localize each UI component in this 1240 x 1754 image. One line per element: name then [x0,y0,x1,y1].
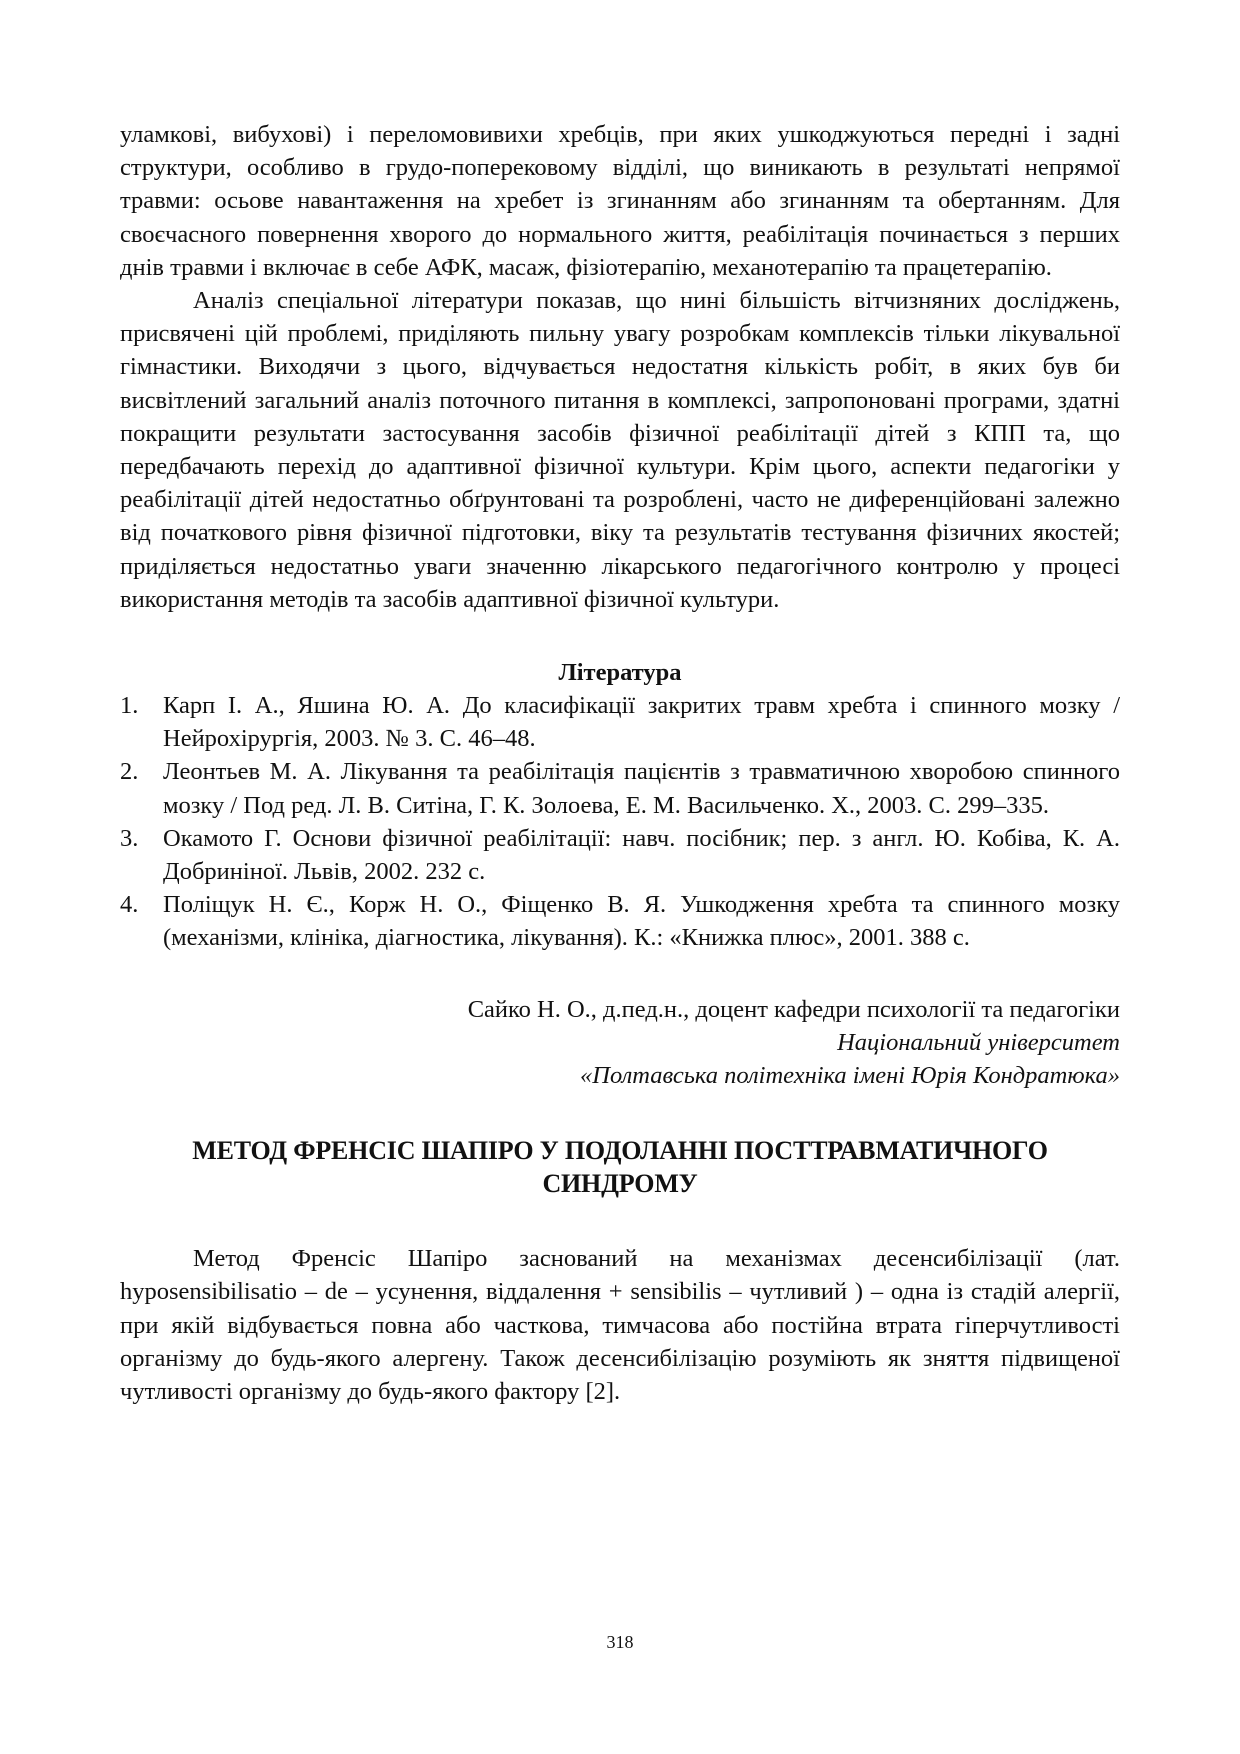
literature-heading: Література [558,659,682,687]
reference-text: Леонтьев М. А. Лікування та реабілітація пацієнтів з травматичною хворобою спинного мозку / Под ред. Л. В. Ситіна, Г. К. Золоева, Е. М. Васильченко. Х., 2003. С. 299–335. [163,758,1120,819]
reference-item [120,822,1120,888]
reference-number: 4. [120,891,139,919]
body-paragraph-literature-analysis: Аналіз спеціальної літератури показав, що нині більшість вітчизняних досліджень, присвячені цій проблемі, приділяють пильну увагу розробкам комплексів тільки лікувальної гімнастики. Виходячи з цього, відчувається недостатня кількість робіт, в яких був би висвітлений загальний аналіз поточного питання в комплексі, запропоновані програми, здатні покращити результати застосування засобів фізичної реабілітації дітей з КПП та, що передбачають перехід до адаптивної фізичної культури. Крім цього, аспекти педагогіки у реабілітації дітей недостатньо обґрунтовані та розроблені, часто не диференційовані залежно від початкового рівня фізичної підготовки, віку та результатів тестування фізичних якостей; приділяється недостатньо уваги значенню лікарського педагогічного контролю у процесі використання методів та засобів адаптивної фізичної культури. [120,287,1120,613]
reference-item [120,689,1120,755]
reference-number: 2. [120,758,139,786]
reference-text: Окамото Г. Основи фізичної реабілітації: навч. посібник; пер. з англ. Ю. Кобіва, К. А. Добриніної. Львів, 2002. 232 с. [163,824,1120,886]
reference-text: Карп І. А., Яшина Ю. А. До класифікації закритих травм хребта і спинного мозку / Нейрохірургія, 2003. № 3. С. 46–48. [163,692,1120,753]
reference-text: Поліщук Н. Є., Корж Н. О., Фіщенко В. Я. Ушкодження хребта та спинного мозку (механізми, клініка, діагностика, лікування). К.: «Книжка плюс», 2001. 388 с. [163,891,1120,952]
reference-list [120,689,1120,955]
reference-number: 3. [120,824,139,852]
reference-item [120,755,1120,821]
author-institution-line1: Національний університет [837,1028,1120,1056]
body-paragraph-continued: уламкові, вибухові) і переломовивихи хребців, при яких ушкоджуються передні і задні структури, особливо в грудо-поперековому відділі, що виникають в результаті непрямої травми: осьове навантаження на хребет із згинанням або згинанням та обертанням. Для своєчасного повернення хворого до нормального життя, реабілітація починається з перших днів травми і включає в себе АФК, масаж, фізіотерапію, механотерапію та працетерапію. [120,121,1120,281]
article-paragraph: Метод Френсіс Шапіро заснований на механізмах десенсибілізації (лат. hyposensibilisatio – de – усунення, віддалення + sensibilis – чутливий ) – одна із стадій алергії, при якій відбувається повна або часткова, тимчасова або постійна втрата гіперчутливості організму до будь-якого алергену. Також десенсибілізацію розуміють як зняття підвищеної чутливості організму до будь-якого фактору [2]. [120,1245,1120,1406]
author-institution-line2: «Полтавська політехніка імені Юрія Кондратюка» [580,1062,1120,1090]
article-title: МЕТОД ФРЕНСІС ШАПІРО У ПОДОЛАННІ ПОСТТРАВМАТИЧНОГО СИНДРОМУ [192,1136,1048,1199]
document-page [120,118,1120,1408]
reference-item [120,888,1120,954]
page-number: 318 [606,1632,634,1652]
author-block [120,993,1120,1093]
author-name: Сайко Н. О., д.пед.н., доцент кафедри психології та педагогіки [467,995,1120,1023]
reference-number: 1. [120,692,139,720]
